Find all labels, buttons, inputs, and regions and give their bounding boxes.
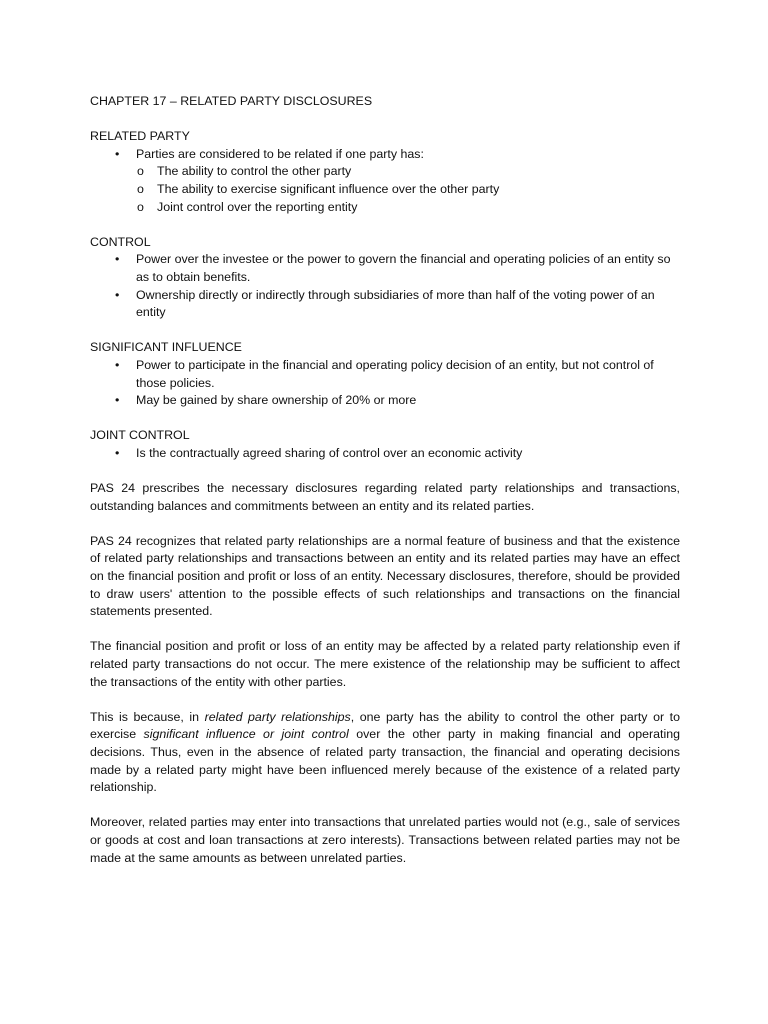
bullet-item	[90, 251, 680, 286]
bullet-item	[90, 146, 680, 216]
sub-marker: o	[137, 199, 144, 214]
sub-item-text: The ability to exercise significant influence over the other party	[157, 181, 500, 196]
section-heading: JOINT CONTROL	[90, 428, 190, 443]
bullet-list	[90, 357, 680, 410]
sub-item	[90, 181, 680, 199]
section-heading: RELATED PARTY	[90, 129, 190, 144]
bullet-item	[90, 445, 680, 463]
bullet-text: Power over the investee or the power to govern the financial and operating policies of an entity so as to obtain benefits.	[136, 252, 671, 284]
section-heading: CONTROL	[90, 234, 151, 249]
paragraph-moreover: Moreover, related parties may enter into transactions that unrelated parties would not (e.g., sale of services or goods at cost and loan transactions at zero interests). Transactions between related parties may not be made at the same amounts as between unrelated parties.	[90, 815, 680, 865]
bullet-marker: •	[115, 252, 120, 267]
sub-marker: o	[137, 181, 144, 196]
sub-item-text: The ability to control the other party	[157, 164, 352, 179]
paragraph-text: over the other party in making financial and operating decisions. Thus, even in the absence of related party transaction, the financial and operating decisions made by a related party might have been influenced merely because of the existence of a related party relationship.	[90, 727, 680, 795]
sub-item	[90, 163, 680, 181]
sub-item	[90, 199, 680, 217]
bullet-text: Is the contractually agreed sharing of control over an economic activity	[136, 445, 523, 460]
bullet-list	[90, 146, 680, 216]
bullet-text: Ownership directly or indirectly through subsidiaries of more than half of the voting power of an entity	[136, 287, 655, 320]
bullet-marker: •	[115, 287, 120, 302]
sub-list	[90, 163, 680, 216]
section-joint-control	[90, 427, 680, 462]
bullet-list	[90, 251, 680, 321]
section-control	[90, 234, 680, 322]
section-heading: SIGNIFICANT INFLUENCE	[90, 340, 242, 355]
bullet-item	[90, 357, 680, 392]
bullet-marker: •	[115, 146, 120, 161]
emphasis-related-party-relationships: related party relationships	[204, 709, 351, 724]
bullet-item	[90, 287, 680, 322]
paragraph-text: , one party has the ability to control the other party or to exercise	[90, 709, 680, 742]
emphasis-significant-influence: significant influence or joint control	[143, 727, 349, 742]
sub-marker: o	[137, 164, 144, 179]
section-significant-influence	[90, 339, 680, 409]
paragraph-pas24-prescribes: PAS 24 prescribes the necessary disclosures regarding related party relationships and transactions, outstanding balances and commitments between an entity and its related parties.	[90, 481, 680, 513]
bullet-marker: •	[115, 357, 120, 372]
paragraph-pas24-recognizes: PAS 24 recognizes that related party relationships are a normal feature of business and that the existence of related party relationships and transactions between an entity and its related parties may have an effect on the financial position and profit or loss of an entity. Necessary disclosures, therefore, should be provided to draw users' attention to the possible effects of such relationships and transactions on the financial statements presented.	[90, 533, 680, 619]
bullet-text: Parties are considered to be related if one party has:	[136, 146, 424, 161]
section-related-party	[90, 128, 680, 216]
paragraph-financial-position: The financial position and profit or loss of an entity may be affected by a related party relationship even if related party transactions do not occur. The mere existence of the relationship may be sufficient to affect the transactions of the entity with other parties.	[90, 639, 680, 689]
sub-item-text: Joint control over the reporting entity	[157, 199, 358, 214]
paragraph-text: This is because, in	[90, 709, 205, 724]
document-page	[90, 93, 680, 885]
bullet-text: May be gained by share ownership of 20% or more	[136, 393, 417, 408]
bullet-item	[90, 392, 680, 410]
bullet-marker: •	[115, 393, 120, 408]
paragraph-this-is-because	[90, 709, 680, 797]
bullet-text: Power to participate in the financial and operating policy decision of an entity, but not control of those policies.	[136, 357, 654, 390]
bullet-marker: •	[115, 445, 120, 460]
chapter-title: CHAPTER 17 – RELATED PARTY DISCLOSURES	[90, 94, 373, 108]
bullet-list	[90, 445, 680, 463]
